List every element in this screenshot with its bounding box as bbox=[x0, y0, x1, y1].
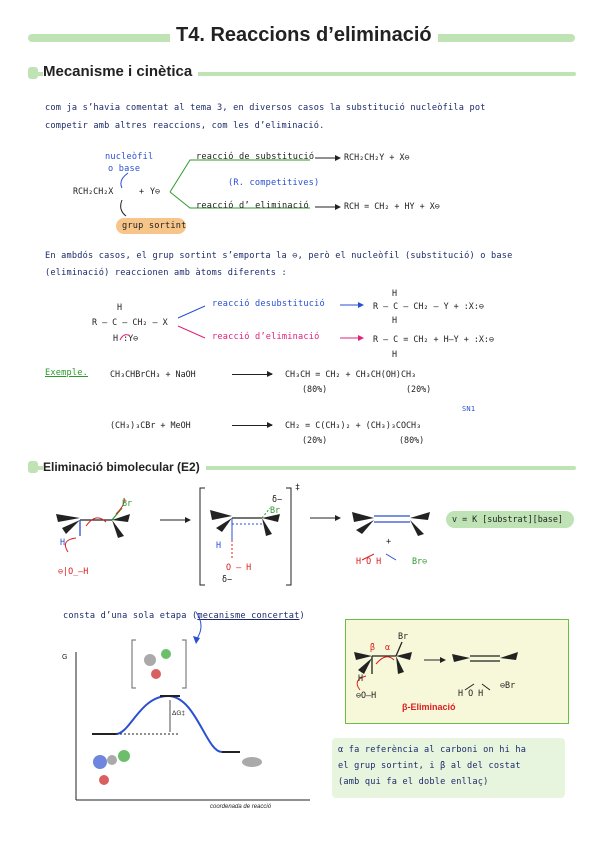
scheme2-substitution-product: R – C – CH₂ – Y + :X:⊖ bbox=[373, 301, 484, 311]
example-reaction2-tag: SN1 bbox=[462, 405, 476, 413]
single-step-start: consta d’una sola etapa ( bbox=[63, 611, 198, 621]
scheme2-reactant-bottom: H :Y⊖ bbox=[113, 333, 139, 343]
box-beta: β bbox=[370, 642, 376, 652]
competitive-label: (R. competitives) bbox=[228, 178, 320, 188]
scheme2-substitution-label: reacció desubstitució bbox=[212, 299, 325, 309]
page-title: T4. Reaccions d’eliminació bbox=[170, 24, 438, 47]
scheme2-reactant: R – C – CH₂ – X bbox=[92, 317, 168, 327]
intro-line-1: com ja s’havia comentat al tema 3, en diversos casos la substitució nucleòfila pot bbox=[45, 103, 486, 113]
scheme1-plus: + bbox=[139, 186, 145, 196]
substitution-products: RCH₂CH₂Y + X⊖ bbox=[344, 152, 410, 162]
example-reaction1-yield1: (80%) bbox=[302, 384, 328, 394]
rate-law: v = K [substrat][base] bbox=[452, 514, 563, 524]
e2-h-label: H bbox=[60, 537, 66, 547]
e2-hydroxide: ⊖|O̲–H bbox=[58, 566, 89, 576]
e2-ts-delta-bottom: δ− bbox=[222, 574, 233, 584]
example-reaction2-yield1: (20%) bbox=[302, 435, 328, 445]
intro-line-2: competir amb altres reaccions, com les d’eliminació. bbox=[45, 121, 325, 131]
scheme2-substitution-product-top: H bbox=[392, 288, 398, 298]
scheme1-reactant: RCH₂CH₂X bbox=[73, 186, 114, 196]
scheme2-reactant-top-h: H bbox=[117, 302, 123, 312]
single-step-end: ) bbox=[299, 611, 305, 621]
e2-ts-double-dagger: ‡ bbox=[295, 482, 301, 492]
example-label: Exemple. bbox=[45, 368, 88, 378]
base-label: o base bbox=[108, 164, 141, 174]
both-cases-line-1: En ambdós casos, el grup sortint s’emporta la ⊖, però el nucleòfil (substitució) o base bbox=[45, 251, 513, 261]
e2-ts-delta-top: δ− bbox=[272, 494, 283, 504]
box-br: Br bbox=[398, 631, 409, 641]
example-reaction1-products: CH₃CH = CH₂ + CH₃CH(OH)CH₃ bbox=[285, 369, 417, 379]
e2-product-plus: + bbox=[386, 536, 392, 546]
scheme2-elimination-label: reacció d’eliminació bbox=[212, 332, 320, 342]
box-bromide: ⊖Br bbox=[500, 680, 516, 690]
section2-heading: Eliminació bimolecular (E2) bbox=[43, 460, 206, 474]
nucleophile-label: nucleòfil bbox=[105, 152, 154, 162]
scheme2-elimination-product: R – C = CH₂ + H–Y + :X:⊖ bbox=[373, 334, 495, 344]
energy-axis-label: G bbox=[62, 654, 68, 661]
e2-br-label: Br bbox=[122, 498, 133, 508]
e2-ts-h: H bbox=[216, 540, 222, 550]
example-reaction2-reactants: (CH₃)₃CBr + MeOH bbox=[110, 420, 191, 430]
example-reaction2-products: CH₂ = C(CH₃)₂ + (CH₃)₃COCH₃ bbox=[285, 420, 422, 430]
delta-g-label: ΔG‡ bbox=[172, 710, 186, 717]
note-line-2: el grup sortint, i β al del costat bbox=[338, 761, 521, 771]
substitution-label: reacció de substitució bbox=[196, 152, 315, 162]
e2-ts-br: Br bbox=[270, 505, 281, 515]
scheme2-substitution-product-bottom: H bbox=[392, 315, 398, 325]
elimination-products: RCH = CH₂ + HY + X⊖ bbox=[344, 201, 440, 211]
box-h: H bbox=[358, 673, 364, 683]
example-reaction1-reactants: CH₃CHBrCH₃ + NaOH bbox=[110, 369, 196, 379]
both-cases-line-2: (eliminació) reaccionen amb àtoms diferents : bbox=[45, 268, 287, 278]
box-title: β-Eliminació bbox=[402, 702, 456, 712]
box-alpha: α bbox=[385, 642, 391, 652]
scheme1-nucleophile: Y⊖ bbox=[150, 186, 161, 196]
elimination-label: reacció d’ eliminació bbox=[196, 201, 309, 211]
section1-heading: Mecanisme i cinètica bbox=[43, 63, 198, 80]
e2-ts-oh: O – H bbox=[226, 562, 252, 572]
e2-water: H O H bbox=[356, 556, 382, 566]
box-water: H O H bbox=[458, 688, 484, 698]
leaving-group-label: grup sortint bbox=[122, 221, 187, 231]
box-hydroxide: ⊖O–H bbox=[356, 690, 377, 700]
concerted-mechanism: mecanisme concertat bbox=[197, 611, 300, 621]
note-line-3: (amb qui fa el doble enllaç) bbox=[338, 777, 489, 787]
note-line-1: α fa referència al carboni on hi ha bbox=[338, 745, 527, 755]
reaction-coordinate-label: coordenada de reacció bbox=[210, 804, 272, 810]
example-reaction1-yield2: (20%) bbox=[406, 384, 432, 394]
example-reaction2-yield2: (80%) bbox=[399, 435, 425, 445]
scheme2-elimination-product-bottom: H bbox=[392, 349, 398, 359]
e2-bromide: Br⊖ bbox=[412, 556, 428, 566]
